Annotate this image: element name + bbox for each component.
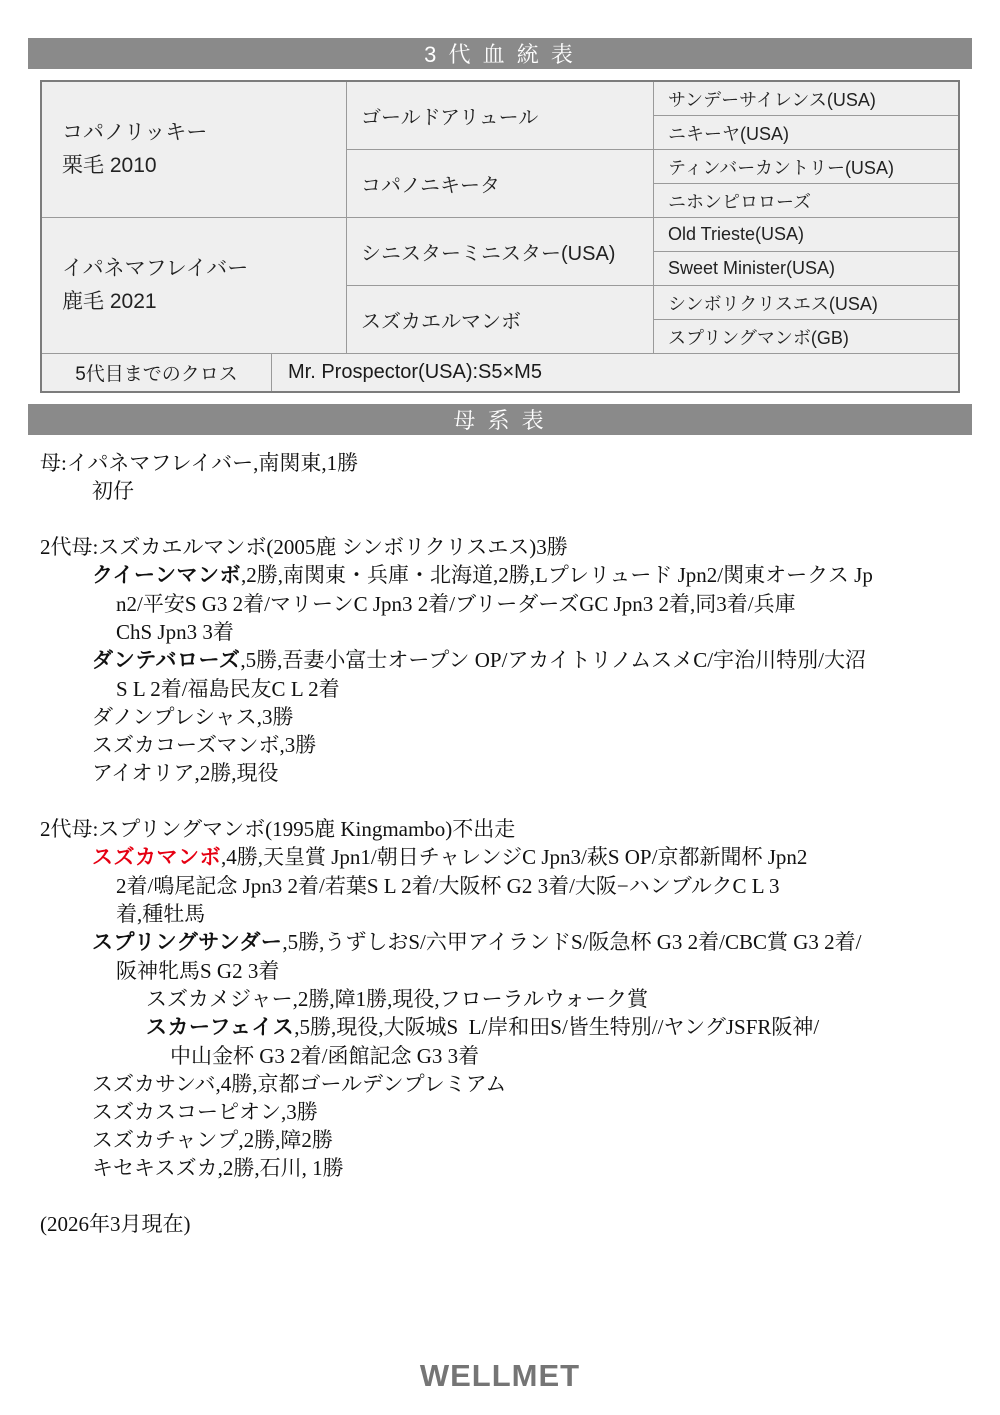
damline-line [40,703,974,731]
damline-text-segment: ,4勝,天皇賞 Jpn1/朝日チャレンジC Jpn3/萩S OP/京都新聞杯 Jpn2 [221,845,808,869]
pedigree-cell-sire-dam [347,150,653,217]
damline-text-segment: n2/平安S G3 2着/マリーンC Jpn3 2着/ブリーダーズGC Jpn3 2着,同3着/兵庫 [116,592,796,616]
damline-line [40,590,974,618]
g3-name-8: スプリングマンボ(GB) [668,327,849,348]
damline-line [40,1126,974,1154]
damline-text-segment: 阪神牝馬S G2 3着 [116,959,280,983]
pedigree-cell-sire-sire [347,82,653,149]
damline-line [40,533,974,561]
damline-text-segment: スズカチャンプ,2勝,障2勝 [92,1128,333,1152]
horse-name-highlight: スズカマンボ [92,846,221,869]
sire-sire-name: ゴールドアリュール [361,107,539,129]
damline-text-segment: キセキスズカ,2勝,石川, 1勝 [92,1156,344,1180]
damline-text-segment: S L 2着/福島民友C L 2着 [116,677,340,701]
damline-line [40,1210,974,1238]
g3-name-6: Sweet Minister(USA) [668,258,836,278]
pedigree-cell-dam-sire [347,218,653,285]
pedigree-cell-g3-7 [654,286,958,319]
damline-line [40,815,974,843]
wellmet-logo-text: WELLMET [419,1358,581,1393]
damline-line [40,477,974,505]
pedigree-table [40,80,960,393]
damline-line [40,900,974,928]
g3-name-4: ニホンピロローズ [668,191,812,212]
pedigree-cell-sire [42,82,346,217]
damline-line [40,1042,974,1070]
damline-text-segment: スズカコーズマンボ,3勝 [92,733,317,757]
g3-name-7: シンボリクリスエス(USA) [668,293,878,314]
pedigree-table-title: 3 代 血 統 表 [424,42,576,67]
wellmet-logo [0,1358,1000,1394]
damline-text-segment: (2026年3月現在) [40,1212,191,1236]
sire-dam-name: コパノニキータ [361,175,500,197]
damline-text-segment: スズカサンバ,4勝,京都ゴールデンプレミアム [92,1072,507,1096]
cross-row [42,353,958,391]
g3-name-2: ニキーヤ(USA) [668,123,789,144]
damline-line [40,449,974,477]
damline-line [40,1070,974,1098]
damline-line [40,561,974,590]
pedigree-cell-g3-2 [654,116,958,149]
damline-blank-line [40,505,974,533]
g3-name-5: Old Trieste(USA) [668,224,805,244]
damline-text-segment: ダノンプレシャス,3勝 [92,705,294,729]
cross-value: Mr. Prospector(USA):S5×M5 [288,361,542,383]
damline-text-segment: 2代母:スズカエルマンボ(2005鹿 シンボリクリスエス)3勝 [40,535,568,559]
sire-name: コパノリッキー [62,120,208,144]
g3-name-1: サンデーサイレンス(USA) [668,89,876,110]
dam-dam-name: スズカエルマンボ [361,311,521,333]
horse-name-bold: スカーフェイス [146,1016,295,1039]
pedigree-cell-g3-5 [654,218,958,251]
pedigree-cell-g3-4 [654,184,958,217]
damline-text-segment: 中山金杯 G3 2着/函館記念 G3 3着 [170,1044,480,1068]
horse-name-bold: ダンテバローズ [92,649,241,672]
sire-coat-year: 栗毛 2010 [62,153,157,177]
damline-blank-line [40,1182,974,1210]
damline-line [40,1098,974,1126]
dam-name: イパネマフレイバー [62,256,249,280]
damline-line [40,1154,974,1182]
pedigree-cell-g3-6 [654,252,958,285]
damline-text [40,449,974,1238]
damline-text-segment: 2着/鳴尾記念 Jpn3 2着/若葉S L 2着/大阪杯 G2 3着/大阪−ハンブルクC L 3 [116,874,780,898]
damline-text-segment: ,5勝,うずしおS/六甲アイランドS/阪急杯 G3 2着/CBC賞 G3 2着/ [282,930,862,954]
damline-text-segment: ,5勝,現役,大阪城S L/岸和田S/皆生特別//ヤングJSFR阪神/ [294,1015,820,1039]
cross-label-cell [42,354,271,391]
damline-line [40,618,974,646]
cross-value-cell [272,354,958,391]
damline-line [40,1013,974,1042]
damline-line [40,928,974,957]
damline-line [40,675,974,703]
damline-text-segment: 初仔 [92,479,134,503]
damline-line [40,957,974,985]
pedigree-cell-g3-1 [654,82,958,115]
g3-name-3: ティンバーカントリー(USA) [668,157,894,178]
damline-text-segment: スズカスコーピオン,3勝 [92,1100,318,1124]
damline-blank-line [40,787,974,815]
damline-text-segment: 2代母:スプリングマンボ(1995鹿 Kingmambo)不出走 [40,817,516,841]
cross-label: 5代目までのクロス [75,364,238,385]
damline-line [40,985,974,1013]
damline-text-segment: ,2勝,南関東・兵庫・北海道,2勝,Lプレリュード Jpn2/関東オークス Jp [241,563,873,587]
damline-line [40,872,974,900]
pedigree-cell-g3-3 [654,150,958,183]
pedigree-grid [42,82,958,353]
damline-text-segment: ChS Jpn3 3着 [116,620,234,644]
pedigree-cell-g3-8 [654,320,958,353]
pedigree-table-header [28,38,972,69]
damline-line [40,843,974,872]
damline-line [40,759,974,787]
damline-text-segment: 着,種牡馬 [116,902,206,926]
damline-line [40,731,974,759]
damline-text-segment: ,5勝,吾妻小富士オープン OP/アカイトリノムスメC/宇治川特別/大沼 [240,648,866,672]
damline-line [40,646,974,675]
damline-text-segment: アイオリア,2勝,現役 [92,761,279,785]
damline-table-header [28,404,972,435]
dam-sire-name: シニスターミニスター(USA) [361,243,616,265]
horse-name-bold: スプリングサンダー [92,931,283,954]
damline-text-segment: スズカメジャー,2勝,障1勝,現役,フローラルウォーク賞 [146,987,649,1011]
damline-table-title: 母 系 表 [453,408,547,433]
dam-coat-year: 鹿毛 2021 [62,289,157,313]
pedigree-cell-dam [42,218,346,353]
pedigree-cell-dam-dam [347,286,653,353]
damline-text-segment: 母:イパネマフレイバー,南関東,1勝 [40,451,359,475]
horse-name-bold: クイーンマンボ [92,564,242,587]
